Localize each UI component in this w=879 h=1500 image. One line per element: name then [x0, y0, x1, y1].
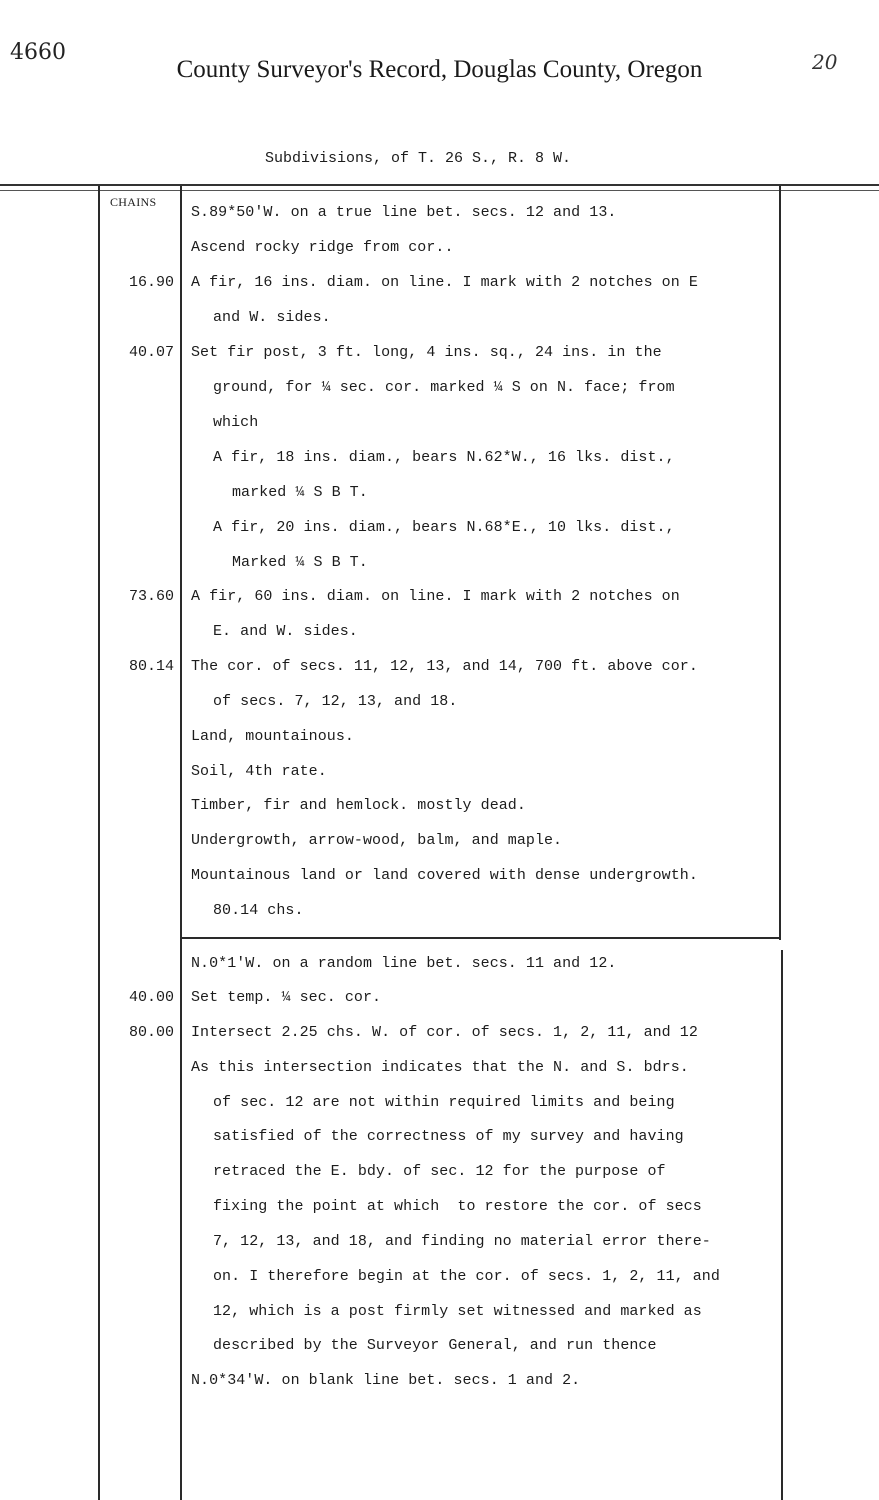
record-line: S.89*50'W. on a true line bet. secs. 12 and 13. — [191, 204, 617, 221]
left-margin-rule — [98, 186, 100, 1500]
record-line: retraced the E. bdy. of sec. 12 for the purpose of — [213, 1163, 666, 1180]
record-line: described by the Surveyor General, and run thence — [213, 1337, 657, 1354]
record-line: A fir, 16 ins. diam. on line. I mark with 2 notches on E — [191, 274, 698, 291]
chain-value: 40.00 — [128, 989, 174, 1006]
page-number: 4660 — [10, 40, 66, 65]
chain-value: 16.90 — [128, 274, 174, 291]
subdivision-subtitle: Subdivisions, of T. 26 S., R. 8 W. — [265, 150, 572, 167]
record-line: on. I therefore begin at the cor. of secs. 1, 2, 11, and — [213, 1268, 720, 1285]
chain-value: 80.14 — [128, 658, 174, 675]
right-margin-rule — [779, 186, 781, 940]
record-line: N.0*1'W. on a random line bet. secs. 11 and 12. — [191, 955, 617, 972]
record-line: A fir, 60 ins. diam. on line. I mark with 2 notches on — [191, 588, 680, 605]
record-line: E. and W. sides. — [213, 623, 358, 640]
record-line: 80.14 chs. — [213, 902, 304, 919]
record-line: fixing the point at which to restore the cor. of secs — [213, 1198, 702, 1215]
record-line: Mountainous land or land covered with dense undergrowth. — [191, 867, 698, 884]
chain-value: 40.07 — [128, 344, 174, 361]
record-line: Set fir post, 3 ft. long, 4 ins. sq., 24 ins. in the — [191, 344, 662, 361]
record-line: Land, mountainous. — [191, 728, 354, 745]
record-line: 12, which is a post firmly set witnessed and marked as — [213, 1303, 702, 1320]
record-line: Undergrowth, arrow-wood, balm, and maple. — [191, 832, 563, 849]
record-line: satisfied of the correctness of my survey and having — [213, 1128, 684, 1145]
record-line: A fir, 18 ins. diam., bears N.62*W., 16 lks. dist., — [213, 449, 675, 466]
record-line: ground, for ¼ sec. cor. marked ¼ S on N. face; from — [213, 379, 675, 396]
chains-column-rule — [180, 186, 182, 1500]
record-line: A fir, 20 ins. diam., bears N.68*E., 10 lks. dist., — [213, 519, 675, 536]
right-margin-rule-lower — [781, 950, 783, 1500]
record-line: Marked ¼ S B T. — [232, 554, 368, 571]
record-line: As this intersection indicates that the N. and S. bdrs. — [191, 1059, 689, 1076]
record-line: N.0*34'W. on blank line bet. secs. 1 and 2. — [191, 1372, 581, 1389]
record-line: Ascend rocky ridge from cor.. — [191, 239, 454, 256]
entry-separator — [181, 937, 779, 939]
record-line: The cor. of secs. 11, 12, 13, and 14, 700 ft. above cor. — [191, 658, 698, 675]
record-line: Intersect 2.25 chs. W. of cor. of secs. 1, 2, 11, and 12 — [191, 1024, 698, 1041]
record-line: Set temp. ¼ sec. cor. — [191, 989, 382, 1006]
record-title: County Surveyor's Record, Douglas County, Oregon — [176, 56, 703, 83]
record-line: and W. sides. — [213, 309, 331, 326]
record-line: which — [213, 414, 259, 431]
chains-column-header: CHAINS — [110, 195, 157, 209]
record-line: Timber, fir and hemlock. mostly dead. — [191, 797, 526, 814]
chain-value: 80.00 — [128, 1024, 174, 1041]
chain-value: 73.60 — [128, 588, 174, 605]
handwritten-page-number: 20 — [812, 50, 838, 74]
record-line: 7, 12, 13, and 18, and finding no material error there- — [213, 1233, 711, 1250]
record-line: marked ¼ S B T. — [232, 484, 368, 501]
record-line: of secs. 7, 12, 13, and 18. — [213, 693, 458, 710]
top-rule — [0, 184, 879, 191]
record-line: Soil, 4th rate. — [191, 763, 327, 780]
record-line: of sec. 12 are not within required limits and being — [213, 1094, 675, 1111]
